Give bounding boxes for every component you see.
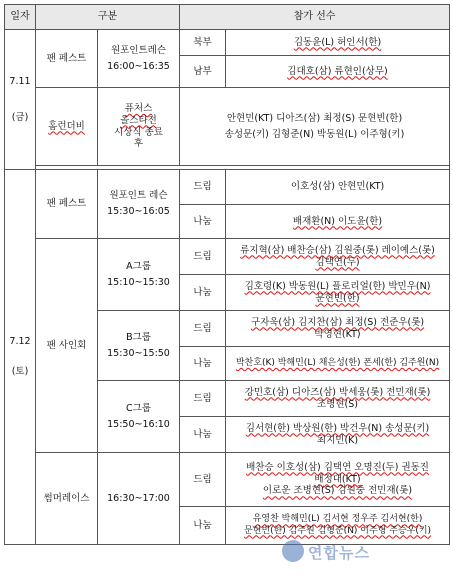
day1-homerun-event-line2: 올스타전: [120, 114, 157, 126]
day2-a-dream-players: 류지혁(삼) 배찬승(삼) 김원중(롯) 레이예스(롯) 김택연(두): [226, 239, 450, 275]
day2-b-nanum-label: 나눔: [180, 347, 226, 381]
day2-group-b-cell: [98, 311, 180, 381]
day2-summer-label: 썸머레이스: [36, 453, 98, 545]
day2-a-dream-row: [5, 239, 450, 275]
day2-fan-test-event-cell: [98, 170, 180, 239]
allstar-schedule-table: [4, 4, 450, 545]
day2-fan-dream-label: 드림: [180, 170, 226, 205]
day1-homerun-event-line1: 퓨처스: [124, 102, 153, 114]
day2-a-nanum-label: 나눔: [180, 275, 226, 311]
day2-group-a-time: 15:10~15:30: [107, 276, 170, 288]
day2-c-nanum-players: 김서현(한) 박상원(한) 박건우(N) 송성문(키) 최지민(K): [226, 417, 450, 453]
day2-fan-test-time: 15:30~16:05: [107, 206, 170, 217]
day2-summer-nanum-players: 유영찬 박해민(L) 김서현 정우주 김서현(한) 문현빈(한) 김주원 김형준(N) 이주형 주승우(키): [226, 507, 450, 545]
day2-date: 7.12: [9, 336, 31, 348]
watermark-text: 연합뉴스: [308, 544, 370, 562]
day2-group-a-name: A그룹: [126, 260, 151, 272]
schedule-page: [4, 4, 449, 582]
day1-homerun-event-line3: 시상식 종료: [114, 126, 163, 138]
header-row: [5, 5, 450, 30]
day2-b-dream-players: 구자욱(삼) 김지찬(삼) 최정(S) 전준우(롯) 박영현(KT): [226, 311, 450, 347]
header-category: 구분: [36, 5, 180, 30]
day1-south-label: 남부: [180, 56, 226, 88]
day2-fan-test-label: 팬 페스트: [36, 170, 98, 239]
day2-fan-nanum-label: 나눔: [180, 205, 226, 239]
day2-c-dream-players: 강민호(삼) 디아즈(삼) 박세웅(롯) 전민재(롯) 조병현(S): [226, 381, 450, 417]
day1-fan-test-event-cell: [98, 30, 180, 88]
day2-date-cell: [5, 170, 36, 545]
day2-fan-nanum-players: 배재환(N) 이도윤(한): [226, 205, 450, 239]
day2-group-b-name: B그룹: [126, 331, 151, 343]
day1-fan-north-row: [5, 30, 450, 56]
day1-homerun-players: [180, 88, 450, 166]
day2-group-c-name: C그룹: [126, 402, 151, 414]
day2-b-nanum-players: 박찬호(K) 박해민(L) 채은성(한) 폰세(한) 김주원(N): [226, 347, 450, 381]
day2-fan-dream-players: 이호성(삼) 안현민(KT): [226, 170, 450, 205]
day2-weekday: (토): [11, 366, 29, 377]
header-date: 일자: [5, 5, 36, 30]
day1-homerun-players-line2: 송성문(키) 김형준(N) 박동원(L) 이주형(키): [224, 128, 405, 140]
day1-homerun-players-line1: 안현민(KT) 디아즈(삼) 최정(S) 문현빈(한): [226, 112, 403, 124]
day1-homerun-event-cell: [98, 88, 180, 166]
day1-north-players: 김동윤(L) 허인서(한): [226, 30, 450, 56]
day2-summer-nanum-label: 나눔: [180, 507, 226, 545]
day1-homerun-label: 홈런더비: [36, 88, 98, 166]
day2-summer-dream-row: [5, 453, 450, 507]
day1-fan-test-time: 16:00~16:35: [107, 60, 170, 72]
day2-c-dream-label: 드림: [180, 381, 226, 417]
day1-fan-test-label: 팬 페스트: [36, 30, 98, 88]
day2-summer-dream-players: 배찬승 이호성(삼) 김택연 오명진(두) 권동진 배정대(KT) 이로운 조병현(S) 김원중 전민재(롯): [226, 453, 450, 507]
day2-fan-test-event: 원포인트 레슨: [109, 190, 168, 202]
day2-signing-label: 팬 사인회: [36, 239, 98, 453]
day2-summer-dream-label: 드림: [180, 453, 226, 507]
day1-weekday: (금): [11, 111, 29, 123]
day1-south-players: 김대호(삼) 류현인(상무): [226, 56, 450, 88]
day1-north-label: 북부: [180, 30, 226, 56]
day2-group-a-cell: [98, 239, 180, 311]
day2-group-b-time: 15:30~15:50: [107, 347, 170, 359]
day1-homerun-row: [5, 88, 450, 166]
day2-group-c-time: 15:50~16:10: [107, 418, 170, 430]
day1-date: 7.11: [9, 75, 31, 87]
day2-a-dream-label: 드림: [180, 239, 226, 275]
day2-c-nanum-label: 나눔: [180, 417, 226, 453]
header-players: 참가 선수: [180, 5, 450, 30]
day1-homerun-event-line4: 후: [133, 138, 144, 150]
day2-fan-dream-row: [5, 170, 450, 205]
day2-a-nanum-players: 김호령(K) 박동원(L) 플로리얼(한) 박민우(N) 문현빈(한): [226, 275, 450, 311]
day2-b-dream-label: 드림: [180, 311, 226, 347]
day2-summer-time: 16:30~17:00: [98, 453, 180, 545]
day1-date-cell: [5, 30, 36, 170]
day1-fan-test-event: 원포인트레슨: [110, 44, 167, 56]
day2-group-c-cell: [98, 381, 180, 453]
